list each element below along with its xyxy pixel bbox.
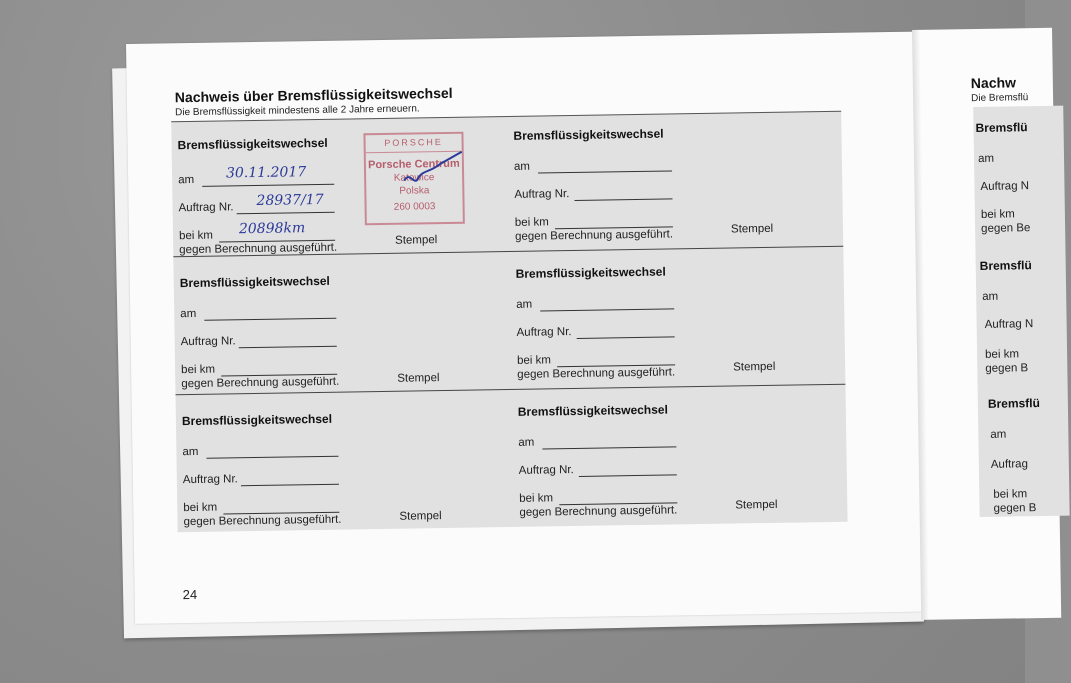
date-handwriting: 30.11.2017	[225, 164, 307, 182]
date-line	[538, 170, 672, 173]
order-label: Auftrag Nr.	[182, 473, 238, 487]
charge-label: gegen Berechnung ausgeführt.	[519, 504, 678, 519]
stamp-label: Stempel	[397, 372, 440, 385]
date-label: am	[178, 173, 195, 187]
stamp-brand: PORSCHE	[365, 136, 461, 154]
date-label: am	[990, 428, 1007, 441]
date-label: am	[180, 307, 197, 321]
stamp-label: Stempel	[730, 222, 774, 236]
km-label: bei km	[993, 488, 1028, 501]
entry-3	[173, 259, 505, 394]
page-subtitle: Die Bremsflüssigkeit mindestens alle 2 Jahre erneuern.	[174, 103, 420, 119]
signature-icon	[400, 150, 467, 191]
charge-label: gegen Berechnung ausgeführt.	[181, 375, 340, 391]
page-subtitle: Die Bremsflü	[970, 92, 1029, 105]
charge-label: gegen Berechnung ausgeführt.	[517, 366, 676, 381]
date-line	[207, 456, 339, 459]
km-label: bei km	[514, 216, 549, 229]
km-label: bei km	[985, 348, 1020, 361]
order-line	[575, 198, 673, 201]
km-label: bei km	[519, 492, 554, 505]
order-label: Auftrag N	[984, 318, 1034, 331]
charge-label: gegen Berechnung ausgeführt.	[179, 241, 338, 257]
date-line	[542, 446, 676, 449]
right-page	[912, 28, 1061, 620]
charge-label: gegen B	[993, 502, 1037, 515]
stamp-label: Stempel	[395, 234, 438, 247]
charge-label: gegen B	[985, 362, 1029, 375]
form-area	[973, 106, 1069, 517]
entry-heading: Bremsflüssigkeitswechsel	[179, 273, 330, 291]
entry-heading: Bremsflüssigkeitswechsel	[515, 264, 666, 281]
stamp-line-3: Polska	[399, 185, 430, 197]
date-line	[540, 308, 674, 311]
entry-heading: Bremsflüssigkeitswechsel	[177, 135, 328, 153]
order-label: Auftrag Nr.	[514, 188, 570, 201]
km-label: bei km	[980, 208, 1015, 221]
page-title: Nachw	[970, 74, 1017, 92]
stamp-line-2: Katowice	[393, 172, 435, 184]
stamp-line-4: 260 0003	[393, 201, 436, 213]
entry-6	[512, 388, 844, 523]
order-label: Auftrag Nr.	[180, 335, 236, 349]
stamp-label: Stempel	[735, 498, 778, 512]
order-label: Auftrag	[990, 458, 1029, 471]
order-label: Auftrag Nr.	[518, 464, 574, 477]
order-line	[239, 346, 337, 349]
date-label: am	[518, 436, 535, 449]
date-line	[202, 184, 334, 187]
km-handwriting: 20898km	[238, 220, 306, 238]
entry-heading: Bremsflüssigkeitswechsel	[181, 411, 333, 429]
stamp-label: Stempel	[733, 360, 776, 374]
order-line	[237, 212, 335, 215]
order-label: Auftrag Nr.	[516, 326, 572, 339]
entry-heading: Bremsflü	[979, 258, 1032, 273]
left-page	[126, 32, 925, 624]
km-label: bei km	[183, 501, 218, 515]
entry-4	[509, 250, 841, 385]
entry-heading: Bremsflü	[987, 396, 1041, 411]
charge-label: gegen Be	[981, 222, 1031, 235]
page-title: Nachweis über Bremsflüssigkeitswechsel	[174, 84, 453, 106]
km-label: bei km	[181, 363, 216, 377]
stamp-label: Stempel	[399, 510, 442, 523]
order-handwriting: 28937/17	[256, 191, 324, 209]
date-label: am	[182, 445, 199, 459]
entry-heading: Bremsflüssigkeitswechsel	[517, 402, 668, 419]
form-area	[171, 111, 847, 532]
date-label: am	[516, 298, 533, 311]
entry-2	[507, 112, 839, 247]
date-label: am	[513, 160, 531, 173]
entry-heading: Bremsflüssigkeitswechsel	[513, 126, 664, 143]
stamp-line-1: Porsche Centrum	[367, 157, 460, 172]
km-label: bei km	[178, 229, 213, 243]
date-line	[204, 318, 336, 321]
entry-5	[176, 397, 508, 532]
order-label: Auftrag N	[980, 180, 1030, 193]
charge-label: gegen Berechnung ausgeführt.	[183, 513, 342, 529]
entry-heading: Bremsflü	[975, 120, 1028, 136]
order-line	[577, 336, 675, 339]
page-number: 24	[182, 586, 198, 603]
date-label: am	[977, 152, 995, 165]
order-line	[579, 474, 677, 477]
order-line	[241, 484, 339, 487]
charge-label: gegen Berechnung ausgeführt.	[514, 228, 674, 243]
entry-1	[171, 121, 503, 256]
date-label: am	[982, 290, 999, 303]
order-label: Auftrag Nr.	[178, 201, 234, 215]
km-label: bei km	[516, 354, 551, 367]
